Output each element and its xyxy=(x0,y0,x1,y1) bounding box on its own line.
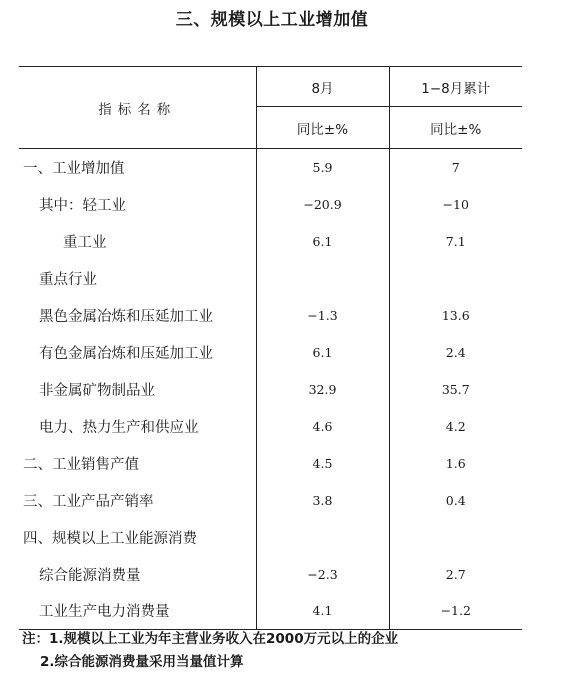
footnotes xyxy=(22,628,398,674)
row-value-cumulative: 13.6 xyxy=(389,297,522,334)
header-jan-aug-cumulative: 1−8月累计 xyxy=(389,67,522,107)
row-value-august: −20.9 xyxy=(256,186,389,223)
table-row xyxy=(19,186,522,223)
table-row xyxy=(19,149,522,186)
row-label: 重工业 xyxy=(63,234,107,251)
row-label: 二、工业销售产值 xyxy=(23,456,139,473)
subheader-cumulative-yoy: 同比±% xyxy=(389,107,522,149)
row-value-cumulative xyxy=(389,260,522,297)
row-value-cumulative: 2.7 xyxy=(389,556,522,593)
row-label: 重点行业 xyxy=(39,271,97,288)
row-value-august: 32.9 xyxy=(256,371,389,408)
row-value-cumulative: 7 xyxy=(389,149,522,186)
table-row xyxy=(19,519,522,556)
statistics-table-container xyxy=(19,66,522,630)
row-label: 黑色金属冶炼和压延加工业 xyxy=(39,308,213,325)
row-value-cumulative: 1.6 xyxy=(389,445,522,482)
table-row xyxy=(19,445,522,482)
row-value-cumulative: 35.7 xyxy=(389,371,522,408)
page-title: 三、规模以上工业增加值 xyxy=(175,10,369,30)
footnote-2: 2.综合能源消费量采用当量值计算 xyxy=(40,654,244,670)
row-value-august: −2.3 xyxy=(256,556,389,593)
row-value-cumulative: 2.4 xyxy=(389,334,522,371)
subheader-august-yoy: 同比±% xyxy=(256,107,389,149)
row-value-august: −1.3 xyxy=(256,297,389,334)
table-row xyxy=(19,223,522,260)
table-row xyxy=(19,334,522,371)
header-indicator-name: 指标名称 xyxy=(19,67,256,149)
row-label: 综合能源消费量 xyxy=(39,567,141,584)
row-label: 其中：轻工业 xyxy=(39,197,126,214)
table-body xyxy=(19,149,522,630)
row-label: 工业生产电力消费量 xyxy=(19,593,256,630)
row-label: 电力、热力生产和供应业 xyxy=(39,419,199,436)
row-value-august: 4.1 xyxy=(256,593,389,630)
row-value-august: 3.8 xyxy=(256,482,389,519)
row-value-august: 6.1 xyxy=(256,223,389,260)
row-value-cumulative: −10 xyxy=(389,186,522,223)
row-value-august: 6.1 xyxy=(256,334,389,371)
table-row xyxy=(19,297,522,334)
row-value-august: 5.9 xyxy=(256,149,389,186)
table-row xyxy=(19,482,522,519)
row-value-august: 4.5 xyxy=(256,445,389,482)
row-label: 四、规模以上工业能源消费 xyxy=(23,530,197,547)
table-row xyxy=(19,408,522,445)
row-label: 有色金属冶炼和压延加工业 xyxy=(39,345,213,362)
header-august: 8月 xyxy=(256,67,389,107)
row-value-cumulative: 4.2 xyxy=(389,408,522,445)
row-value-cumulative: −1.2 xyxy=(389,593,522,630)
row-label: 非金属矿物制品业 xyxy=(39,382,155,399)
row-value-august: 4.6 xyxy=(256,408,389,445)
statistics-table xyxy=(19,66,522,630)
table-row xyxy=(19,371,522,408)
row-value-cumulative: 7.1 xyxy=(389,223,522,260)
table-row xyxy=(19,556,522,593)
table-row xyxy=(19,260,522,297)
row-value-cumulative: 0.4 xyxy=(389,482,522,519)
table-row xyxy=(19,593,522,630)
footnote-1: 注：1.规模以上工业为年主营业务收入在2000万元以上的企业 xyxy=(22,631,399,647)
row-value-august xyxy=(256,519,389,556)
table-header xyxy=(19,67,522,149)
row-value-august xyxy=(256,260,389,297)
row-label: 一、工业增加值 xyxy=(23,160,125,177)
row-label: 三、工业产品产销率 xyxy=(23,493,154,510)
row-value-cumulative xyxy=(389,519,522,556)
